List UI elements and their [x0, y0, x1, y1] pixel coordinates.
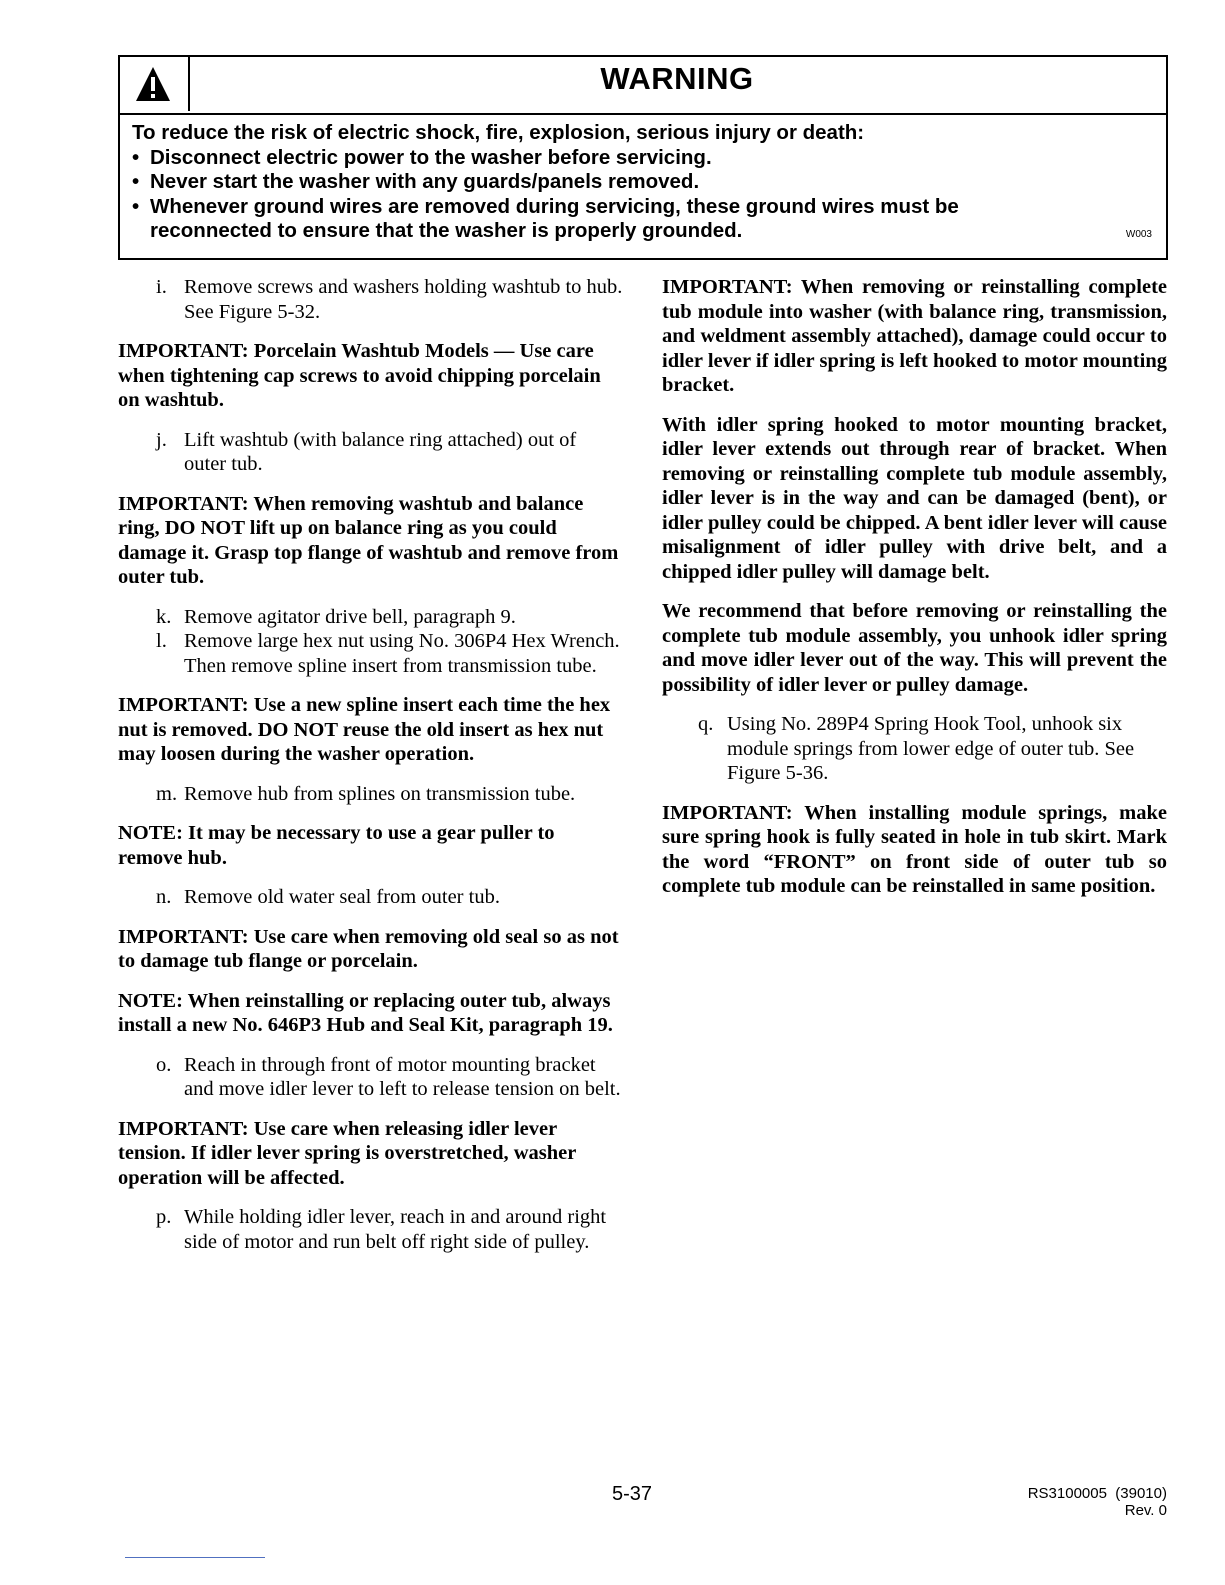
- important-note: IMPORTANT: Porcelain Washtub Models — Use care when tightening cap screws to avoid chipping porcelain on washtub.: [118, 340, 601, 411]
- step-text: Remove old water seal from outer tub.: [184, 886, 500, 908]
- step-j: [118, 428, 623, 477]
- step-text: Remove screws and washers holding washtub to hub. See Figure 5-32.: [184, 276, 623, 323]
- paragraph: We recommend that before removing or reinstalling the complete tub module assembly, you unhook idler spring and move idler lever out of the way. This will prevent the possibility of idler lever or pulley damage.: [662, 600, 1167, 696]
- step-label: p.: [156, 1206, 172, 1228]
- warning-icon-cell: [120, 57, 190, 111]
- step-o: [118, 1053, 623, 1102]
- step-i: [118, 275, 623, 324]
- page-number: 5-37: [612, 1483, 653, 1505]
- warning-intro: To reduce the risk of electric shock, fire, explosion, serious injury or death:: [132, 121, 865, 144]
- note: NOTE: It may be necessary to use a gear puller to remove hub.: [118, 822, 555, 869]
- step-m: [118, 782, 623, 807]
- important-note: IMPORTANT: When removing or reinstalling complete tub module into washer (with balance ring, transmission, and weldment assembly attached), damage could occur to idler lever if idler spring is left hooked to motor mounting bracket.: [662, 276, 1167, 396]
- warning-bullet: [132, 146, 1152, 171]
- warning-triangle-icon: [134, 65, 172, 103]
- important-note: IMPORTANT: When installing module springs, make sure spring hook is fully seated in hole in tub skirt. Mark the word “FRONT” on front side of outer tub so complete tub module can be reinstalled in same position.: [662, 801, 1167, 897]
- document-number: RS3100005 (39010): [1027, 1485, 1167, 1502]
- step-label: j.: [156, 428, 167, 451]
- step-label: l.: [156, 630, 167, 652]
- left-column: [118, 275, 623, 1269]
- important-note: IMPORTANT: When removing washtub and balance ring, DO NOT lift up on balance ring as you could damage it. Grasp top flange of washtub and remove from outer tub.: [118, 492, 619, 588]
- warning-bullet-text: Disconnect electric power to the washer before servicing.: [150, 145, 712, 169]
- step-l: [118, 629, 623, 678]
- warning-body: [132, 121, 1152, 244]
- revision: Rev. 0: [1124, 1502, 1167, 1519]
- step-text: Using No. 289P4 Spring Hook Tool, unhook six module springs from lower edge of outer tub. See Figure 5-36.: [727, 713, 1135, 784]
- warning-bullet: [132, 195, 1152, 220]
- step-label: o.: [156, 1053, 172, 1076]
- step-label: k.: [156, 605, 172, 628]
- step-text: Reach in through front of motor mounting bracket and move idler lever to left to release tension on belt.: [184, 1053, 621, 1100]
- step-text: Remove large hex nut using No. 306P4 Hex Wrench. Then remove spline insert from transmission tube.: [184, 630, 620, 677]
- important-note: IMPORTANT: Use care when releasing idler lever tension. If idler lever spring is overstretched, washer operation will be affected.: [118, 1117, 576, 1189]
- step-label: i.: [156, 276, 167, 298]
- warning-bullet-continuation: reconnected to ensure that the washer is properly grounded.: [150, 219, 743, 242]
- step-p: [118, 1205, 623, 1254]
- warning-title: WARNING: [600, 61, 754, 96]
- warning-bullet-text: Whenever ground wires are removed during servicing, these ground wires must be: [150, 194, 959, 218]
- step-text: While holding idler lever, reach in and around right side of motor and run belt off right side of pulley.: [184, 1206, 607, 1253]
- bullet-icon: •: [132, 194, 140, 218]
- important-note: IMPORTANT: Use care when removing old seal so as not to damage tub flange or porcelain.: [118, 925, 619, 972]
- right-column: [662, 275, 1167, 914]
- step-label: m.: [156, 782, 178, 805]
- note: NOTE: When reinstalling or replacing outer tub, always install a new No. 646P3 Hub and Seal Kit, paragraph 19.: [118, 989, 613, 1036]
- step-text: Lift washtub (with balance ring attached) out of outer tub.: [184, 428, 577, 475]
- step-n: [118, 885, 623, 910]
- bullet-icon: •: [132, 145, 140, 169]
- step-k: [118, 605, 623, 630]
- warning-code: W003: [1125, 229, 1152, 240]
- warning-header: [120, 57, 1166, 115]
- warning-bullet: [132, 170, 1152, 195]
- bullet-icon: •: [132, 170, 140, 193]
- document-reference: [1028, 1485, 1167, 1519]
- warning-bullet-text: Never start the washer with any guards/panels removed.: [150, 170, 700, 193]
- step-label: n.: [156, 886, 172, 908]
- step-text: Remove hub from splines on transmission tube.: [184, 782, 576, 805]
- bottom-rule: [125, 1557, 265, 1558]
- step-text: Remove agitator drive bell, paragraph 9.: [184, 605, 516, 628]
- warning-box: [118, 55, 1168, 260]
- important-note: IMPORTANT: Use a new spline insert each time the hex nut is removed. DO NOT reuse the old insert as hex nut may loosen during the washer operation.: [118, 694, 611, 765]
- step-label: q.: [698, 713, 714, 735]
- paragraph: With idler spring hooked to motor mounting bracket, idler lever extends out through rear of bracket. When removing or reinstalling complete tub module assembly, idler lever is in the way and can be damaged (bent), or idler pulley could be chipped. A bent idler lever will cause misalignment of idler pulley with drive belt, and a chipped idler pulley will damage belt.: [662, 413, 1167, 583]
- step-q: [662, 712, 1167, 786]
